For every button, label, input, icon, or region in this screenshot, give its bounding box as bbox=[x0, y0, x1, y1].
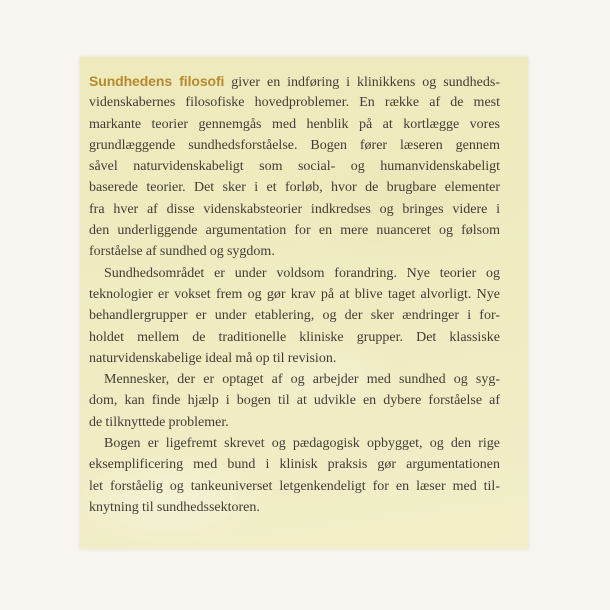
book-title-lead: Sundhedens filosofi bbox=[89, 73, 225, 89]
text-line: fra hver af disse videnskabsteorier indkredses og bringes videre i bbox=[89, 201, 500, 217]
text-line: knytning til sundhedssektoren. bbox=[89, 499, 260, 515]
text-line: baserede teorier. Det sker i et forløb, hvor de brugbare elementer bbox=[89, 180, 500, 196]
text-line bbox=[89, 71, 500, 92]
text-line: Bogen er ligefremt skrevet og pædagogisk opbygget, og den rige bbox=[104, 436, 500, 452]
text-line: den underliggende argumentation for en mere nuanceret og følsom bbox=[89, 223, 500, 239]
text-line-rest: giver en indføring i klinikkens og sundheds- bbox=[231, 75, 500, 90]
text-line: behandlergrupper er under etablering, og der sker ændringer i for- bbox=[89, 308, 500, 324]
text-line: forståelse af sundhed og sygdom. bbox=[89, 244, 275, 260]
text-line: Mennesker, der er optaget af og arbejder med sundhed og syg- bbox=[104, 372, 500, 388]
text-line: såvel naturvidenskabeligt som social- og humanvidenskabeligt bbox=[89, 159, 500, 175]
paragraph bbox=[89, 369, 500, 433]
paragraph bbox=[89, 71, 500, 263]
text-line: markante teorier gennemgås med henblik på at kortlægge vores bbox=[89, 116, 500, 132]
text-line: Sundhedsområdet er under voldsom forandring. Nye teorier og bbox=[104, 265, 500, 281]
text-line: dom, kan finde hjælp i bogen til at udvikle en dybere forståelse af bbox=[89, 393, 500, 409]
text-line: grundlæggende sundhedsforståelse. Bogen fører læseren gennem bbox=[89, 137, 500, 153]
book-page bbox=[80, 57, 528, 549]
text-line: holdet mellem de traditionelle kliniske grupper. Det klassiske bbox=[89, 329, 500, 345]
text-line: de tilknyttede problemer. bbox=[89, 414, 229, 430]
paragraph bbox=[89, 263, 500, 369]
text-line: teknologier er vokset frem og gør krav på at blive taget alvorligt. Nye bbox=[89, 286, 500, 302]
text-line: let forståelig og tankeuniverset letgenkendeligt for en læser med til- bbox=[89, 478, 500, 494]
paragraph bbox=[89, 433, 500, 518]
text-line: eksemplificering med bund i klinisk praksis gør argumentationen bbox=[89, 457, 500, 473]
text-line: naturvidenskabelige ideal må op til revision. bbox=[89, 350, 337, 366]
text-line: videnskabernes filosofiske hovedproblemer. En række af de mest bbox=[89, 95, 500, 111]
